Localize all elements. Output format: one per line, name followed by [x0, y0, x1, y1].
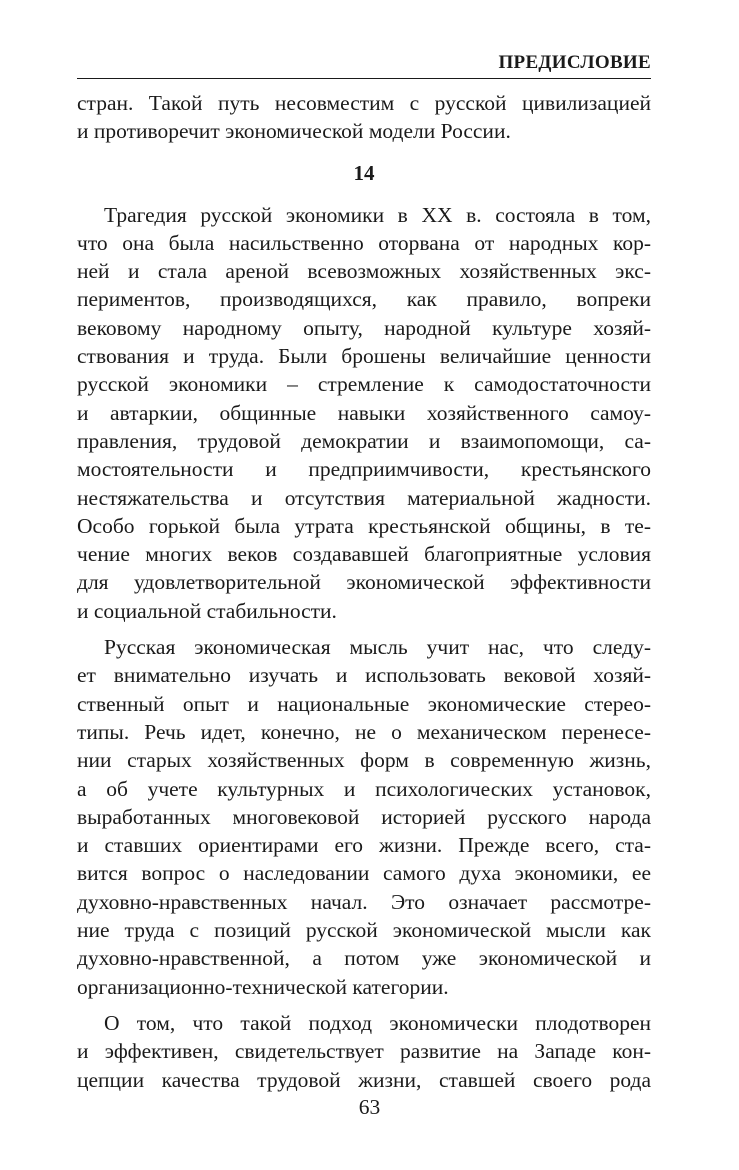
text-line: Трагедия русской экономики в XX в. состояла в том, — [104, 202, 651, 227]
text-line: типы. Речь идет, конечно, не о механическом перенесе- — [77, 719, 651, 744]
running-head: ПРЕДИСЛОВИЕ — [77, 50, 651, 79]
text-line: вится вопрос о наследовании самого духа экономики, ее — [77, 861, 651, 886]
section-number: 14 — [353, 160, 375, 185]
text-line: русской экономики – стремление к самодостаточности — [77, 372, 651, 397]
text-line: нестяжательства и отсутствия материальной жадности. — [77, 485, 651, 510]
text-line: организационно-технической категории. — [77, 974, 449, 999]
paragraph — [77, 201, 651, 625]
text-line: выработанных многовековой историей русского народа — [77, 804, 651, 829]
paragraph — [77, 633, 651, 1001]
text-line: ствования и труда. Были брошены величайшие ценности — [77, 344, 651, 369]
text-line: ственный опыт и национальные экономические стерео- — [77, 691, 651, 716]
text-line: Русская экономическая мысль учит нас, что следу- — [104, 635, 651, 660]
paragraph-spacer — [77, 625, 651, 633]
text-line: и эффективен, свидетельствует развитие на Западе кон- — [77, 1039, 651, 1064]
text-line: и ставших ориентирами его жизни. Прежде всего, ста- — [77, 833, 651, 858]
text-line: для удовлетворительной экономической эффективности — [77, 570, 651, 595]
text-line: правления, трудовой демократии и взаимопомощи, са- — [77, 428, 651, 453]
text-line: Особо горькой была утрата крестьянской общины, в те- — [77, 513, 651, 538]
text-line: вековому народному опыту, народной культуре хозяй- — [77, 315, 651, 340]
text-line: периментов, производящихся, как правило, вопреки — [77, 287, 651, 312]
text-line: и автаркии, общинные навыки хозяйственного самоу- — [77, 400, 651, 425]
paragraph-spacer — [77, 1001, 651, 1009]
text-line: О том, что такой подход экономически плодотворен — [104, 1010, 651, 1035]
text-line: что она была насильственно оторвана от народных кор- — [77, 230, 651, 255]
text-line: мостоятельности и предприимчивости, крестьянского — [77, 457, 651, 482]
text-line: ние труда с позиций русской экономической мысли как — [77, 918, 651, 943]
text-line: и социальной стабильности. — [77, 598, 337, 623]
book-page — [77, 50, 651, 1094]
body-text — [77, 89, 651, 1094]
text-line: и противоречит экономической модели России. — [77, 119, 511, 144]
text-line: а об учете культурных и психологических установок, — [77, 776, 651, 801]
text-line: цепции качества трудовой жизни, ставшей своего рода — [77, 1067, 651, 1092]
text-line: духовно-нравственной, а потом уже экономической и — [77, 946, 651, 971]
text-line: чение многих веков создававшей благоприятные условия — [77, 542, 651, 567]
paragraph — [77, 1009, 651, 1094]
text-line: ней и стала ареной всевозможных хозяйственных экс- — [77, 259, 651, 284]
text-line: нии старых хозяйственных форм в современную жизнь, — [77, 748, 651, 773]
page-number: 63 — [358, 1095, 381, 1119]
text-line: ет внимательно изучать и использовать вековой хозяй- — [77, 663, 651, 688]
text-line: духовно-нравственных начал. Это означает рассмотре- — [77, 889, 651, 914]
text-line: стран. Такой путь несовместим с русской цивилизацией — [77, 91, 651, 115]
